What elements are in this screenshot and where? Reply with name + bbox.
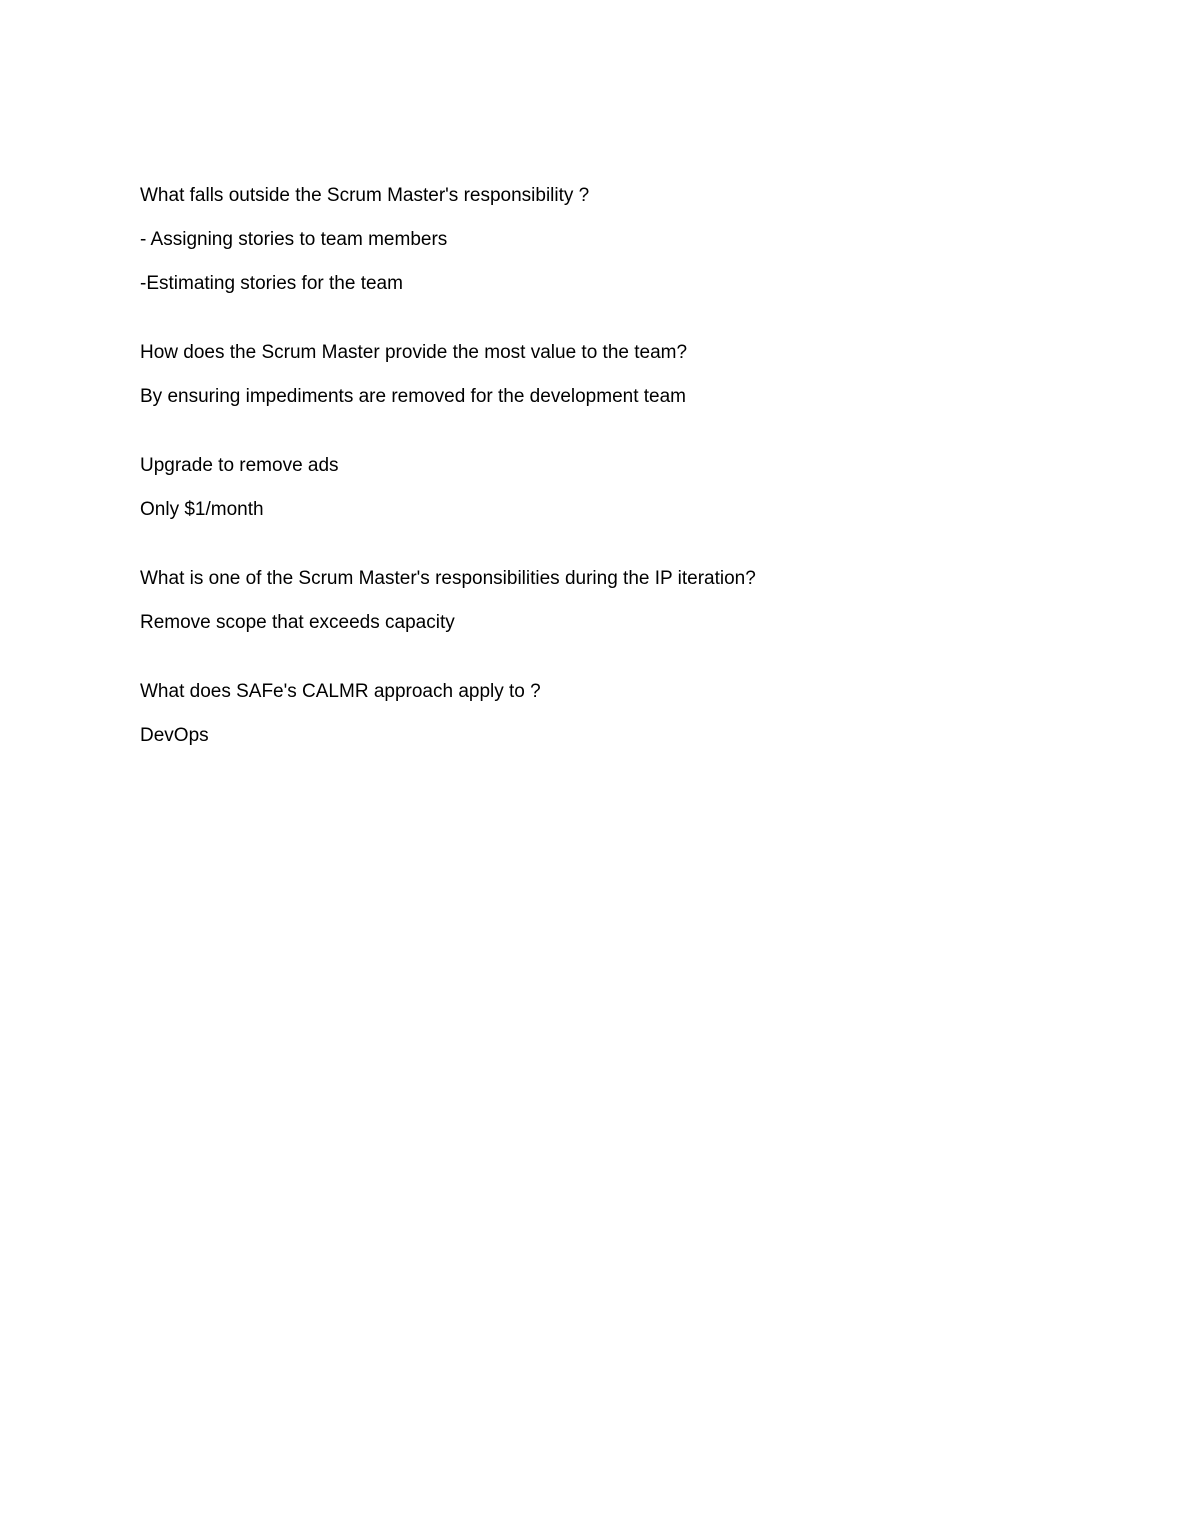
qa-block-1 xyxy=(140,183,1040,297)
answer-text: -Estimating stories for the team xyxy=(140,273,403,294)
question-text: How does the Scrum Master provide the most value to the team? xyxy=(140,342,688,363)
document-content xyxy=(140,183,1040,792)
qa-block-4 xyxy=(140,679,1040,749)
ad-block xyxy=(140,453,1040,523)
question-text: What does SAFe's CALMR approach apply to ? xyxy=(140,681,541,702)
upgrade-prompt[interactable]: Upgrade to remove ads xyxy=(140,455,339,476)
qa-block-2 xyxy=(140,340,1040,410)
question-text: What is one of the Scrum Master's responsibilities during the IP iteration? xyxy=(140,568,756,589)
answer-text: By ensuring impediments are removed for the development team xyxy=(140,386,686,407)
question-text: What falls outside the Scrum Master's responsibility ? xyxy=(140,185,590,206)
qa-block-3 xyxy=(140,566,1040,636)
answer-text: DevOps xyxy=(140,725,209,746)
answer-text: Remove scope that exceeds capacity xyxy=(140,612,455,633)
answer-text: - Assigning stories to team members xyxy=(140,229,448,250)
upgrade-price: Only $1/month xyxy=(140,499,264,520)
